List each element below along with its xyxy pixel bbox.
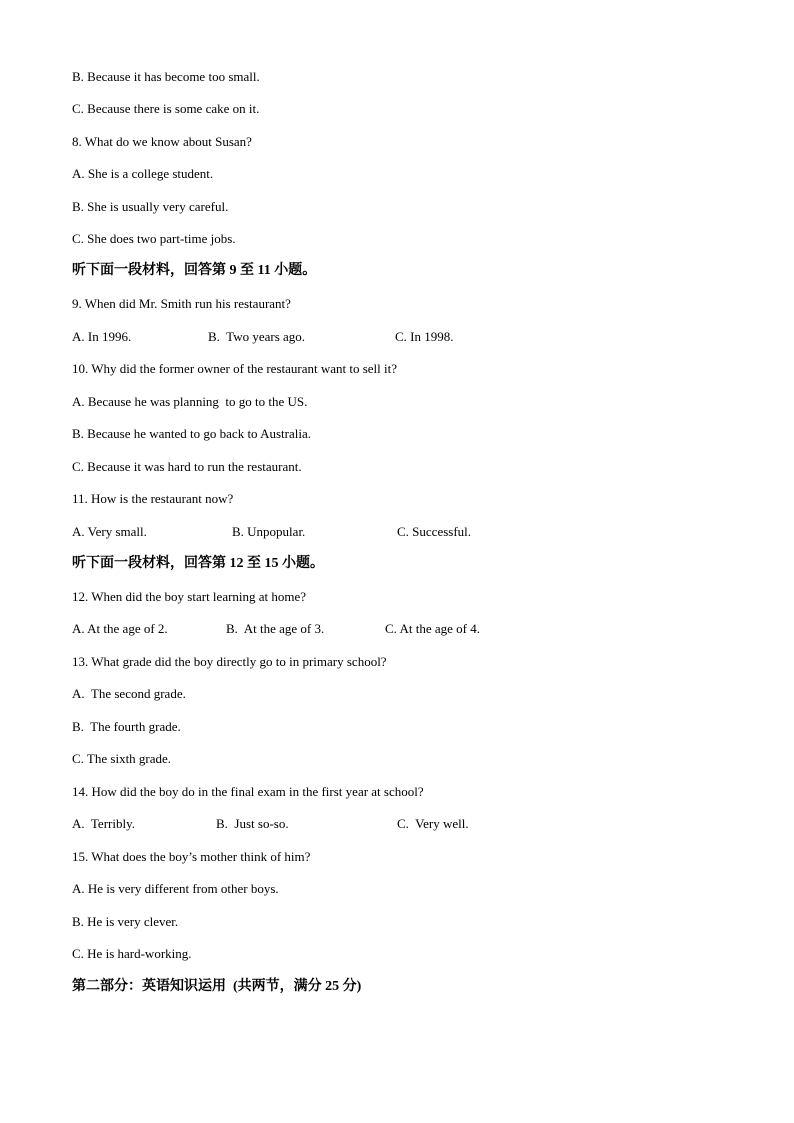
- question-12: 12. When did the boy start learning at home?: [72, 589, 307, 604]
- q8-option-c: C. She does two part-time jobs.: [72, 231, 236, 246]
- question-11: 11. How is the restaurant now?: [72, 491, 234, 506]
- q7-option-c: C. Because there is some cake on it.: [72, 101, 260, 116]
- q7-option-b: B. Because it has become too small.: [72, 69, 260, 84]
- question-8: 8. What do we know about Susan?: [72, 134, 252, 149]
- section-heading-9-11: 听下面一段材料，回答第 9 至 11 小题。: [72, 263, 317, 278]
- q8-option-b: B. She is usually very careful.: [72, 199, 229, 214]
- q15-option-b: B. He is very clever.: [72, 914, 179, 929]
- q15-option-a: A. He is very different from other boys.: [72, 881, 279, 896]
- section-heading-12-15: 听下面一段材料，回答第 12 至 15 小题。: [72, 556, 324, 571]
- q10-option-c: C. Because it was hard to run the restaurant.: [72, 459, 302, 474]
- question-9: 9. When did Mr. Smith run his restaurant?: [72, 296, 291, 311]
- q12-option-b: B. At the age of 3.: [226, 621, 325, 636]
- q11-option-b: B. Unpopular.: [232, 524, 306, 539]
- q8-option-a: A. She is a college student.: [72, 166, 214, 181]
- part-two-heading: 第二部分：英语知识运用 (共两节，满分 25 分): [72, 979, 362, 994]
- q14-option-a: A. Terribly.: [72, 816, 135, 831]
- question-15: 15. What does the boy’s mother think of him?: [72, 849, 311, 864]
- q9-option-b: B. Two years ago.: [208, 329, 306, 344]
- q9-option-c: C. In 1998.: [395, 329, 454, 344]
- q11-option-c: C. Successful.: [397, 524, 472, 539]
- q13-option-b: B. The fourth grade.: [72, 719, 181, 734]
- question-10: 10. Why did the former owner of the restaurant want to sell it?: [72, 361, 398, 376]
- q12-option-a: A. At the age of 2.: [72, 621, 168, 636]
- q13-option-c: C. The sixth grade.: [72, 751, 172, 766]
- q10-option-a: A. Because he was planning to go to the US.: [72, 394, 308, 409]
- q13-option-a: A. The second grade.: [72, 686, 186, 701]
- q14-option-c: C. Very well.: [397, 816, 469, 831]
- q10-option-b: B. Because he wanted to go back to Australia.: [72, 426, 311, 441]
- q12-option-c: C. At the age of 4.: [385, 621, 480, 636]
- q15-option-c: C. He is hard-working.: [72, 946, 192, 961]
- question-13: 13. What grade did the boy directly go to in primary school?: [72, 654, 387, 669]
- q9-option-a: A. In 1996.: [72, 329, 132, 344]
- q11-option-a: A. Very small.: [72, 524, 147, 539]
- q14-option-b: B. Just so-so.: [216, 816, 289, 831]
- question-14: 14. How did the boy do in the final exam in the first year at school?: [72, 784, 424, 799]
